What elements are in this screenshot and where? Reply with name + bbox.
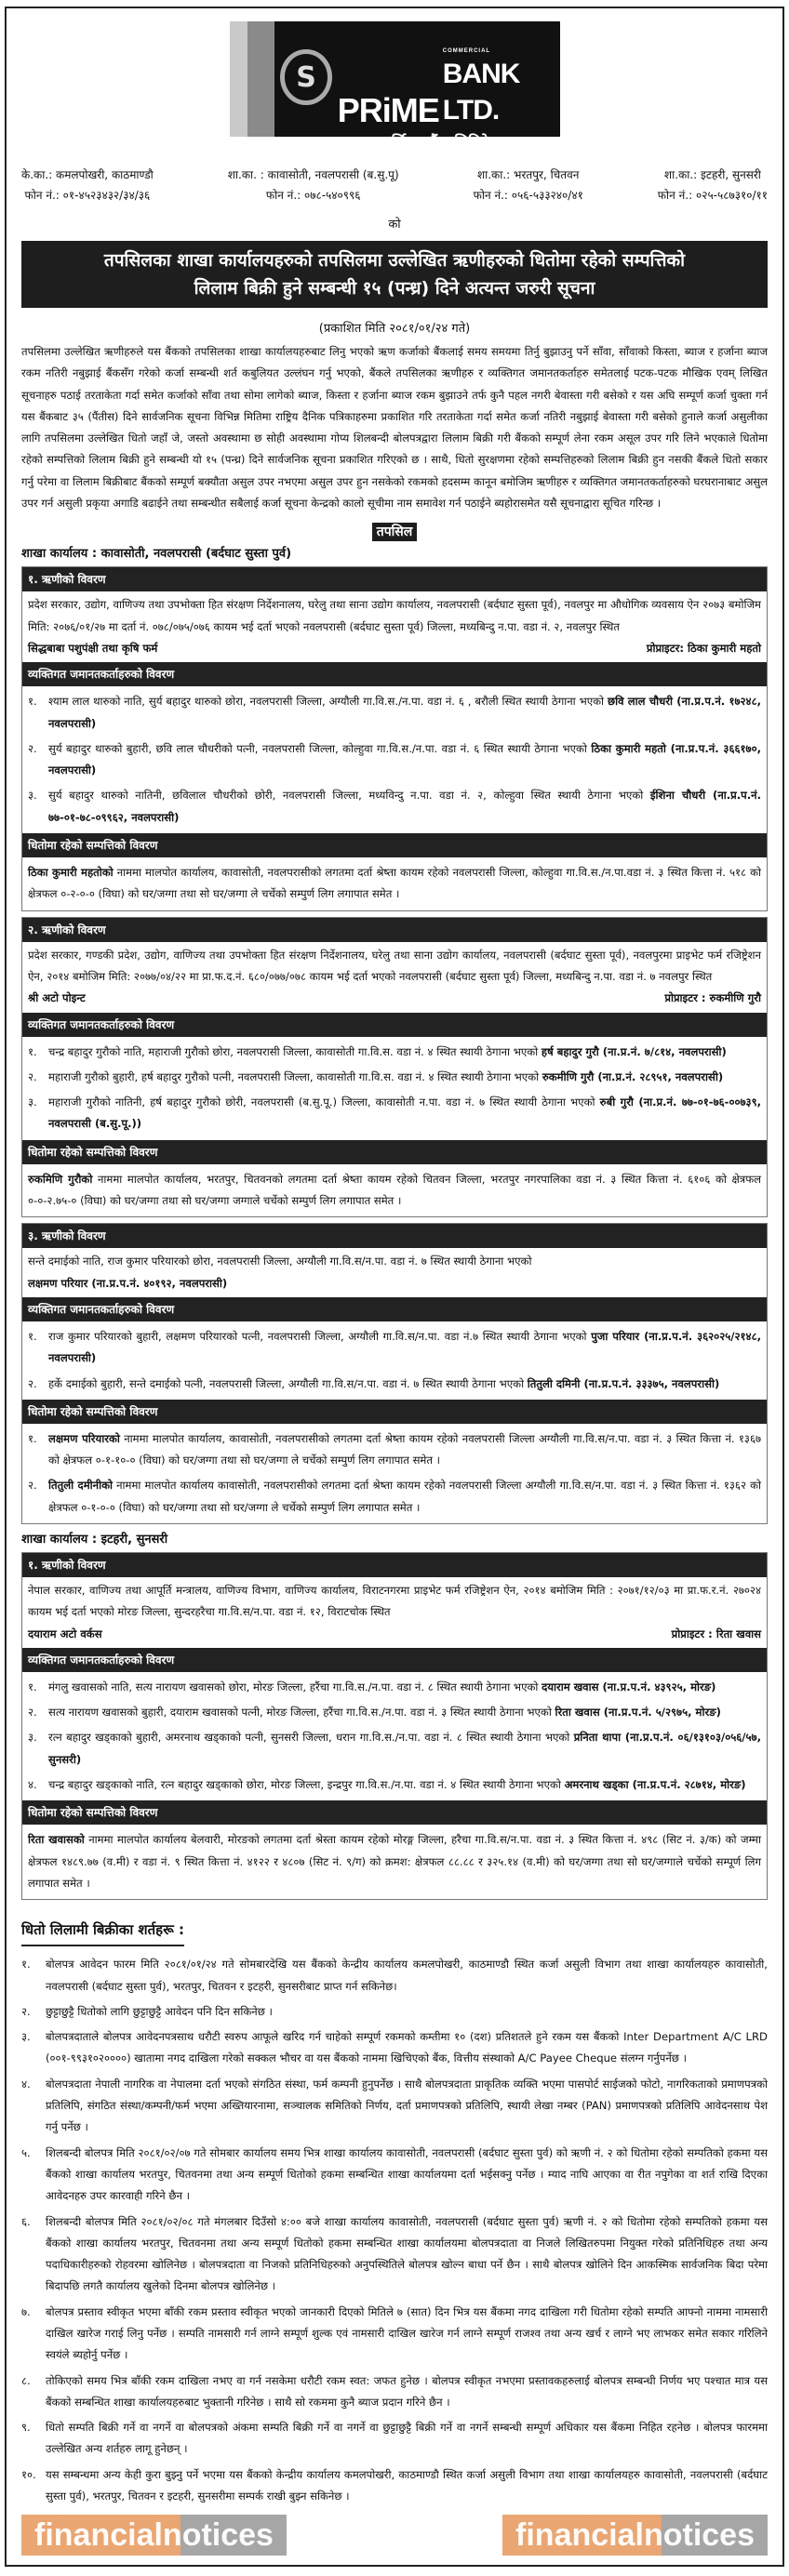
guarantor-item [28, 1090, 761, 1137]
guarantor-item [28, 1725, 761, 1773]
item-number: २. [28, 741, 37, 755]
property-description: नाममा मालपोत कार्यालय बेलवारी, मोरङको लगतमा दर्ता श्रेस्ता कायम रहेको मोरङ्ग जिल्ला, हरैचा गा.वि.स/न.पा. वडा नं. ३ स्थित कित्ता नं. ४९८ (सिट नं. ३/क) को जम्मा क्षेत्रफल १४८९.७७ (व.मी) र वडा नं. ९ स्थित कित्ता नं. ४१२२ र ४८०७ (सिट नं. ९/ग) को क्रमश: क्षेत्रफल ८८.८८ र ३२५.१४ (व.मी) को घर/जग्गा तथा सो घर/जग्गाले चर्चेको सम्पूर्ण लिग लगापात समेत । [28, 1833, 761, 1890]
guarantor-address: हर्के दमाईको बुहारी, सन्ते दमाईको पत्नी, नवलपरासी जिल्ला, अग्यौली गा.वि.स/न.पा. वडा नं. ७ स्थित स्थायी ठेगाना भएको [48, 1376, 525, 1390]
guarantor-header: व्यक्तिगत जमानतकर्ताहरुको विवरण [22, 1013, 767, 1037]
term-text: बोलपत्रदाताले बोलपत्र आवेदनपत्रसाथ धरौटी स्वरुप आफूले खरिद गर्न चाहेको सम्पूर्ण रकमको कम्तीमा १० (दश) प्रतिशतले हुने रकम यस बैंकको Inter Department A/C LRD (००१-९९३१०२००००) खातामा नगद दाखिला गरेको सक्कल भौचर वा यस बैंकको नाममा खिचिएको बैंक, वित्तीय संस्थाको A/C Payee Cheque संलग्न गर्नुपर्नेछ । [46, 2030, 768, 2065]
property-item [28, 1827, 761, 1896]
borrower-text: प्रदेश सरकार, गण्डकी प्रदेश, उद्योग, वाणिज्य तथा उपभोक्ता हित संरक्षण निर्देशनालय, घरेलु तथा साना उद्योग कार्यालय, नवलपरासी (बर्दघाट सुस्ता पूर्व), नवलपुरमा प्राइभेट फर्म रजिष्ट्रेशन ऐन, २०१४ बमोजिम मिति: २०७७/०४/२२ मा प्रा.फ.द.नं. ६८०/०७७/०७८ कायम भई दर्ता भएको नवलपरासी (बर्दघाट सुस्ता पूर्व) जिल्ला, मध्यबिन्दु न.पा. वडा नं. ७ नवलपुर स्थित [28, 948, 761, 983]
bank-emblem-icon: S [280, 49, 331, 105]
guarantor-name: छवि लाल चौधरी (ना.प्र.प.नं. १७२४८, नवलपरासी) [48, 695, 761, 730]
property-description: नाममा मालपोत कार्यालय कावासोती, नवलपरासीको लगतमा दर्ता श्रेष्ता कायम रहेको नवलपरासी जिल्ला अग्यौली गा.वि.स/न.पा. वडा नं. ३ स्थित कित्ता नं. १३६२ को क्षेत्रफल ०-१-०-० (विघा) को घर/जग्गा तथा सो घर/जग्गा ले चर्चेको सम्पुर्ण लिग लगापात समेत । [48, 1479, 761, 1514]
borrower-header: १. ऋणीको विवरण [22, 567, 767, 591]
tapsil-heading: तपसिल [372, 523, 418, 541]
item-number: २. [28, 1706, 37, 1720]
property-header: धितोमा रहेको सम्पत्तिको विवरण [22, 1800, 767, 1825]
guarantor-list [22, 1037, 767, 1140]
term-item [21, 2143, 768, 2208]
guarantor-item [28, 1773, 761, 1798]
property-text [28, 862, 761, 906]
bank-logo [230, 21, 560, 151]
logo-commercial: COMMERCIAL [442, 48, 491, 54]
term-item [21, 2211, 768, 2298]
office-phone: फोन नं.: ०५६-५३३२४०/४१ [473, 189, 583, 202]
guarantor-item [28, 1700, 761, 1725]
proprietor: प्रोप्राइटर : रुकमीणि गुरौ [664, 991, 761, 1005]
intro-paragraph: तपसिलमा उल्लेखित ऋणीहरुले यस बैंकको तपसिलका शाखा कार्यालयहरुबाट लिनु भएको ऋण कर्जाको बैंकलाई समय समयमा तिर्नु बुझाउनु पर्ने साँवा, साँवाको किस्ता, ब्याज र हर्जाना ब्याज रकम नतिरी नबुझाई बैंकसँग गरेको कर्जा सम्बन्धी शर्त कबुलियत उल्लंघन गर्नु भएको, बैंकले तपसिलका ऋणीहरु र व्यक्तिगत जमानतकर्ताहरु समेतलाई पटक-पटक मौखिक एवम् लिखित सूचनाहरु पठाई तरताकेता गर्दा समेत कर्जाको साँवा तथा सोमा लागेको ब्याज, किस्ता र हर्जाना ब्याज रकम बुझाउने तर्फ कुनै पहल नगरी बेवास्ता गरी बसेको र यस अघि सम्पूर्ण कर्जा चुक्ता गर्न यस बैंकबाट ३५ (पैंतीस) दिने सार्वजनिक सूचना विभिन्न मितिमा राष्ट्रिय दैनिक पत्रिकाहरुमा प्रकाशित गरि तरताकेता गर्दा समेत कर्जा नतिरी नबुझाई बेवास्ता गरी बसेको हुनाले कर्जा असुलीका लागि तपसिलमा उल्लेखित धितो जहाँ जे, जस्तो अवस्थामा छ सोही अवस्थामा गोप्य शिलबन्दी बोलपत्रद्वारा लिलाम बिक्री गरी बैंकको सम्पूर्ण लेना रकम असूल उपर गरि लिने भएकाले धितोमा रहेको सम्पत्तिको लिलाम बिक्री हुने सम्बन्धी यो १५ (पन्ध्र) दिने सार्वजनिक सूचना प्रकाशित गरिएको छ । साथै, धितो सुरक्षणमा रहेको सम्पत्तिहरुको लिलाम बिक्री हुन नसकी बैंकले धितो सकार गर्नु परेमा वा लिलाम बिक्रीबाट बैंकको सम्पूर्ण बक्यौता असुल उपर नभएमा असुल उपर हुन नसकेको रकमको हदसम्म कानून बमोजिम ऋणीहरु र व्यक्तिगत जमानतकर्ताहरुको घरघरानाबाट असुल उपर गर्न असुली प्रकृया अगाडि बढाईने तथा सम्बन्धीत सबैलाई कर्जा सूचना केन्द्रको कालो सूचीमा नाम समावेश गर्न पठाईने ब्यहोरासमेत यसै सूचनाद्वारा सूचित गरिन्छ । [21, 345, 768, 511]
property-item [28, 1427, 761, 1474]
property-owner: तितुली दमीनीको [48, 1479, 113, 1493]
term-text: तोकिएको समय भित्र बाँकी रकम दाखिला नभए वा गर्न नसकेमा धरौटी रकम स्वत: जफत हुनेछ । बोलपत्र स्वीकृत नभएमा प्रस्तावकहरुलाई बोलपत्र सम्बन्धी निर्णय भए पश्चात मात्र यस बैंकको सम्बन्धित शाखा कार्यालयहरुबाट भुक्तानी गरिनेछ । साथै सो रकममा कुनै ब्याज प्रदान गरिने छैन । [46, 2373, 768, 2409]
borrower-header: १. ऋणीको विवरण [22, 1553, 767, 1577]
term-item [21, 2074, 768, 2139]
property-text [28, 1829, 761, 1894]
borrower-text: नेपाल सरकार, वाणिज्य तथा आपूर्ति मन्त्रालय, वाणिज्य विभाग, वाणिज्य कार्यालय, विराटनगरमा प्राइभेट फर्म रजिष्ट्रेशन ऐन, २०१४ बमोजिम मिति : २०७१/१२/०३ मा प्रा.फ.र.नं. २७०२४ कायम भई दर्ता भएको मोरङ जिल्ला, सुन्दरहरैचा गा.वि.स/न.पा. वडा नं. १२, विराटचोक स्थित [28, 1583, 761, 1619]
item-number: २. [28, 1479, 37, 1493]
term-text: शिलबन्दी बोलपत्र मिति २०८१/०२/०७ गते सोमबार कार्यालय समय भित्र शाखा कार्यालय कावासोती, नवलपरासी (बर्दघाट सुस्ता पुर्व) को ऋणी नं. २ को धितोमा रहेको सम्पतिको हकमा यस बैंकको शाखा कार्यालय भरतपुर, चितवनमा तथा अन्य सम्पूर्ण धितोको हकमा सम्बन्धित शाखा कार्यालयमा दर्ता भईसक्नु पर्नेछ । म्याद नाघि आएका वा रीत नपुगेका वा शर्त राखि दिएका आवेदनहरु उपर कारवाही गरिने छैन । [46, 2145, 768, 2203]
guarantor-address: महाराजी गुरौको बुहारी, हर्ष बहादुर गुरौको पत्नी, नवलपरासी जिल्ला, कावासोती गा.वि.स. वडा नं. ४ स्थित स्थायी ठेगाना भएको [48, 1069, 540, 1083]
proprietor: प्रोप्राइटर : रिता खवास [671, 1627, 761, 1640]
guarantor-text [48, 1067, 723, 1088]
borrower-section [21, 566, 768, 910]
office-phone: फोन नं.: ०७८-५४०९९६ [265, 189, 361, 202]
firm-name: लक्षमण परियार (ना.प्र.प.नं. ४०१९२, नवलपरासी) [28, 1276, 228, 1290]
borrower-section [21, 1552, 768, 1900]
term-item [21, 2001, 768, 2023]
borrower-details [22, 591, 767, 662]
guarantor-name: पुजा परियार (ना.प्र.प.नं. ३६२०२५/२१४८, नवलपरासी) [48, 1329, 762, 1365]
guarantor-text [48, 1727, 761, 1771]
property-owner: रिता खवासको [28, 1833, 85, 1847]
item-number: २. [28, 1376, 37, 1390]
office-address [658, 165, 768, 206]
guarantor-name: तितुली दमिनी (ना.प्र.प.नं. ३३३७५, नवलपरासी) [527, 1376, 720, 1390]
watermark-row [21, 2515, 768, 2556]
terms-heading: धितो लिलामी बिक्रीका शर्तहरू : [21, 1920, 184, 1946]
guarantor-text [48, 738, 761, 782]
guarantor-name: रिता खवास (ना.प्र.प.नं. ५/२९७५, मोरङ) [555, 1706, 721, 1720]
guarantor-list [22, 1321, 767, 1400]
term-item [21, 2464, 768, 2508]
borrower-header: ३. ऋणीको विवरण [22, 1224, 767, 1248]
term-text: बोलपत्रदाता नेपाली नागरिक वा नेपालमा दर्ता भएको संगठित संस्था, फर्म कम्पनी हुनुपर्नेछ । साथै बोलपत्रदाता प्राकृतिक व्यक्ति भएमा पासपोर्ट साईजको फोटो, नागरिकताको प्रमाणपत्रको प्रतिलिपि, संगठित संस्था/कम्पनी/फर्म भएमा अख्तियारनामा, सञ्चालक समितिको निर्णय, दर्ता प्रमाणपत्रको प्रतिलिपि, स्थायी लेखा नम्बर (PAN) प्रमाणपत्रको प्रतिलिपि आवेदनसाथ पेश गर्नु पर्नेछ । [46, 2077, 768, 2134]
property-header: धितोमा रहेको सम्पत्तिको विवरण [22, 1140, 767, 1164]
guarantor-header: व्यक्तिगत जमानतकर्ताहरुको विवरण [22, 1648, 767, 1672]
property-list [22, 1164, 767, 1217]
guarantor-text [48, 1092, 761, 1135]
guarantor-text [48, 1326, 761, 1370]
guarantor-text [48, 1374, 719, 1395]
branch-list [21, 544, 768, 1900]
term-item [21, 2417, 768, 2461]
guarantor-item [28, 1040, 761, 1065]
ko-text: को [388, 218, 401, 232]
borrower-firm-row [28, 988, 761, 1009]
guarantor-item [28, 689, 761, 737]
guarantor-item [28, 737, 761, 784]
borrower-details [22, 1248, 767, 1297]
item-number: ४. [28, 1778, 37, 1792]
term-number: ८. [21, 2373, 31, 2387]
term-text: धितो सम्पति बिक्री गर्ने वा नगर्ने वा बोलपत्रको अंकमा सम्पति बिक्री गर्ने वा नगर्ने वा छुट्टाछुट्टै बिक्री गर्ने वा नगर्ने सम्बन्धी सम्पूर्ण अधिकार यस बैंकमा निहित रहनेछ । बोलपत्र फारममा उल्लेखित अन्य शर्तहरु लागू हुनेछन् । [46, 2421, 768, 2456]
borrower-text: सन्ते दमाईको नाति, राज कुमार परियारको छोरा, नवलपरासी जिल्ला, अग्यौली गा.वि.स/न.पा. वडा नं. ७ स्थित स्थायी ठेगाना भएको [28, 1255, 532, 1268]
guarantor-address: मंगलु खवासको नाति, सत्य नारायण खवासको छोरा, मोरङ जिल्ला, हरैंचा गा.वि.स./न.पा. वडा नं. ८ स्थित स्थायी ठेगाना भएको [48, 1680, 539, 1693]
term-item [21, 2302, 768, 2367]
guarantor-address: सत्य नारायण खवासको बुहारी, दयाराम खवासको पत्नी, मोरङ जिल्ला, हरैंचा गा.वि.स./न.पा. वडा नं. ३ स्थित स्थायी ठेगाना भएको [48, 1706, 552, 1720]
item-number: ३. [28, 1095, 37, 1109]
term-text: यस सम्बन्धमा अन्य केही कुरा बुझ्नु पर्ने भएमा यस बैंकको केन्द्रीय कार्यालय कमलपोखरी, काठमाण्डौ स्थित कर्जा असुली विभाग तथा शाखा कार्यालयहरु कावासोती, नवलपरासी (बर्दघाट सुस्ता पुर्व), भरतपुर, चितवन र इटहरी, सुनसरीमा सम्पर्क राखी बुझ्न सकिनेछ । [46, 2467, 768, 2503]
proprietor: प्रोप्राइटर: ठिका कुमारी महतो [646, 641, 761, 655]
property-item [28, 1473, 761, 1520]
guarantor-address: सुर्य बहादुर थारुको नातिनी, छविलाल चौधरीको छोरी, नवलपरासी जिल्ला, मध्यविन्दु न.पा. वडा नं. २, कोल्हुवा स्थित स्थायी ठेगाना भएको [48, 789, 644, 803]
guarantor-text [48, 785, 761, 829]
term-text: शिलबन्दी बोलपत्र मिति २०८१/०२/०८ गते मंगलबार दिउँसो ४:०० बजे शाखा कार्यालय कावासोती, नवलपरासी (बर्दघाट सुस्ता पुर्व) ऋणी नं. २ को धितोमा रहेको सम्पतिको हकमा यस बैंकको शाखा कार्यालय भरतपुर, चितवनमा तथा अन्य सम्पूर्ण धितोको हकमा सम्बन्धित शाखा कार्यालयमा बोलपत्रदाता वा निजले लिखितरुपमा नियुक्त गरेको प्रतिनिधिहरु तथा अन्य पदाधिकारीहरुको रोहवरमा खोलिनेछ । बोलपत्रदाता वा निजको प्रतिनिधिहरुको अनुपस्थितिले बोलपत्र खोल्न बाधा पर्ने छैन । साथै बोलपत्र खोलिने दिन आकस्मिक सार्वजनिक बिदा परेमा बिदापछि लगतै कार्यालय खुलेको दिनमा बोलपत्र खोलिनेछ । [46, 2214, 768, 2293]
borrower-section [21, 1223, 768, 1524]
property-list [22, 1825, 767, 1899]
term-item [21, 1954, 768, 1998]
guarantor-address: राज कुमार परियारको बुहारी, लक्षमण परियारको पत्नी, नवलपरासी जिल्ला, अग्यौली गा.वि.स/न.पा. वडा नं.७ स्थित स्थायी ठेगाना भएको [48, 1329, 587, 1343]
term-number: ६. [21, 2214, 31, 2228]
item-number: १. [28, 1680, 37, 1693]
office-name: के.का.: कमलपोखरी, काठमाण्डौ [21, 168, 154, 181]
guarantor-text [48, 691, 761, 735]
borrower-text: प्रदेश सरकार, उद्योग, वाणिज्य तथा उपभोक्ता हित संरक्षण निर्देशनालय, घरेलु तथा साना उद्योग कार्यालय, नवलपरासी (बर्दघाट सुस्ता पूर्व), नवलपुर मा औधोगिक व्यवसाय ऐन २०७३ बमोजिम मिति: २०७६/०१/२७ मा दर्ता नं. ०७८/०७५/०७६ कायम भई दर्ता भएको नवलपरासी (बर्दघाट सुस्ता पूर्व) जिल्ला, मध्यबिन्दु न.पा. वडा नं. २, नवलपुर स्थित [28, 598, 761, 633]
property-list [22, 857, 767, 910]
guarantor-name: हर्ष बहादुर गुरौ (ना.प्र.नं. ७/८१४, नवलपरासी) [541, 1044, 727, 1058]
term-number: २. [21, 2004, 31, 2018]
guarantor-item [28, 783, 761, 830]
guarantor-address: रत्न बहादुर खड्काको बुहारी, अमरनाथ खड्काको पत्नी, सुनसरी जिल्ला, धरान गा.वि.स./न.पा. वडा नं. ८ स्थित स्थायी ठेगाना भएको [48, 1731, 570, 1745]
property-owner: ठिका कुमारी महतोको [28, 866, 114, 880]
borrower-header: २. ऋणीको विवरण [22, 918, 767, 942]
office-phone: फोन नं.: ०१-४५२३४३२/३४/३६ [24, 189, 151, 202]
firm-name: श्री अटो पोइन्ट [28, 991, 86, 1005]
term-number: ४. [21, 2077, 31, 2091]
guarantor-list [22, 1672, 767, 1800]
guarantor-name: ठिका कुमारी महतो (ना.प्र.प.नं. ३६६१७०, नवलपरासी) [48, 741, 762, 777]
guarantor-name: दयाराम खवास (ना.प्र.प.नं. ४३९२५, मोरङ) [542, 1680, 716, 1693]
guarantor-item [28, 1372, 761, 1397]
borrower-section [21, 917, 768, 1218]
guarantor-name: ईशिना चौधरी (ना.प्र.प.नं. ७७-०१-७८-०९९६२, नवलपरासी) [48, 789, 761, 824]
watermark-text: financialnotices [515, 2517, 755, 2554]
property-description: नाममा मालपोत कार्यालय, भरतपुर, चितवनको लगतमा दर्ता श्रेष्ता कायम रहेको चितवन जिल्ला, भरतपुर नगरपालिका वडा नं. ३ स्थित कित्ता नं. ६१०६ को क्षेत्रफल ०-०-२.७५-० (विघा) को घर/जग्गा तथा सो घर/जग्गा जग्गाले चर्चेको सम्पुर्ण लिग लगापात समेत । [28, 1172, 762, 1208]
item-number: २. [28, 1069, 37, 1083]
office-name: शा.का.: भरतपुर, चितवन [476, 168, 580, 181]
guarantor-item [28, 1065, 761, 1090]
property-list [22, 1424, 767, 1523]
published-date: (प्रकाशित मिति २०८१/०१/२४ गते) [318, 322, 471, 336]
property-description: नाममा मालपोत कार्यालय, कावासोती, नवलपरासीको लगतमा दर्ता श्रेष्ता कायम रहेको नवलपरासी जिल्ला अग्यौली गा.वि.स/न.पा. वडा नं. ३ स्थित कित्ता नं. १३६७ को क्षेत्रफल ०-१-१०-० (विघा) को घर/जग्गा तथा सो घर/जग्गा ले चर्चेको सम्पुर्ण लिग लगापात समेत । [48, 1431, 762, 1467]
term-text: छुट्टाछुट्टै धितोको लागि छुट्टाछुट्टै आवेदन पनि दिन सकिनेछ । [46, 2004, 273, 2018]
firm-name: सिद्धबाबा पशुपंक्षी तथा कृषि फर्म [28, 641, 158, 655]
guarantor-header: व्यक्तिगत जमानतकर्ताहरुको विवरण [22, 662, 767, 686]
term-number: १. [21, 1958, 31, 1972]
guarantor-address: चन्द्र बहादुर खड्काको नाति, रत्न बहादुर खड्काको छोरा, मोरङ जिल्ला, इन्द्रपुर गा.वि.स./न.पा. वडा नं. ४ स्थित स्थायी ठेगाना भएको [48, 1778, 561, 1792]
property-header: धितोमा रहेको सम्पत्तिको विवरण [22, 1400, 767, 1424]
firm-name: दयाराम अटो वर्कस [28, 1627, 102, 1640]
watermark [502, 2515, 768, 2556]
office-address [228, 165, 399, 206]
property-owner: लक्षमण परियारको [48, 1431, 120, 1445]
branch-label: शाखा कार्यालय : इटहरी, सुनसरी [21, 1532, 168, 1547]
terms-list [21, 1954, 768, 2507]
logo-nepali: प्राइम कमर्सियल बैंक लिमिटेड [337, 133, 497, 151]
office-name: शा.का.: इटहरी, सुनसरी [663, 168, 761, 181]
guarantor-header: व्यक्तिगत जमानतकर्ताहरुको विवरण [22, 1297, 767, 1321]
borrower-firm-row [28, 638, 761, 659]
item-number: ३. [28, 1731, 37, 1745]
item-number: १. [28, 1044, 37, 1058]
guarantor-address: चन्द्र बहादुर गुरौको नाति, महाराजी गुरौको छोरा, नवलपरासी जिल्ला, कावासोती गा.वि.स. वडा नं. ४ स्थित स्थायी ठेगाना भएको [48, 1044, 539, 1058]
guarantor-item [28, 1324, 761, 1372]
office-name: शा.का. : कावासोती, नवलपरासी (ब.सु.पू) [227, 168, 399, 181]
title-line-1: तपसिलका शाखा कार्यालयहरुको तपसिलमा उल्लेखित ऋणीहरुको धितोमा रहेको सम्पत्तिको [103, 250, 686, 271]
property-text [48, 1475, 761, 1519]
guarantor-name: अमरनाथ खड्का (ना.प्र.प.नं. २८७१४, मोरङ) [564, 1778, 746, 1792]
office-addresses [21, 165, 768, 206]
term-text: बोलपत्र आवेदन फारम मिति २०८१/०१/२४ गते सोमबारदेखि यस बैंकको केन्द्रीय कार्यालय कमलपोखरी, काठमाण्डौ स्थित कर्जा असुली विभाग तथा शाखा कार्यालयहरु कावासोती, नवलपरासी (बर्दघाट सुस्ता पुर्व), भरतपुर, चितवन र इटहरी, सुनसरीबाट प्राप्त गर्न सकिनेछ। [46, 1958, 768, 1993]
office-address [474, 165, 583, 206]
office-address [21, 165, 154, 206]
guarantor-text [48, 1042, 727, 1063]
term-item [21, 2026, 768, 2070]
guarantor-text [48, 1774, 746, 1796]
guarantor-item [28, 1675, 761, 1700]
property-text [28, 1169, 761, 1213]
term-item [21, 2370, 768, 2414]
borrower-details [22, 1577, 767, 1648]
guarantor-name: प्रनिता थापा (ना.प्र.प.नं. ०६/१३१०३/०५६/५७, सुनसरी) [48, 1731, 761, 1766]
property-text [48, 1428, 761, 1472]
logo-prime: PRiME [337, 91, 439, 129]
notice-title [21, 241, 768, 308]
property-header: धितोमा रहेको सम्पत्तिको विवरण [22, 833, 767, 857]
guarantor-address: सुर्य बहादुर थारुको बुहारी, छवि लाल चौधरीको पत्नी, नवलपरासी जिल्ला, कोल्हुवा गा.वि.स./न.पा. वडा नं. ६ स्थित स्थायी ठेगाना भएको [48, 741, 587, 755]
borrower-firm-row [28, 1624, 761, 1645]
office-phone: फोन नं.: ०२५-५८७३१०/११ [657, 189, 768, 202]
property-item [28, 1167, 761, 1215]
title-line-2: लिलाम बिक्री हुने सम्बन्धी १५ (पन्ध्र) दिने अत्यन्त जरुरी सूचना [194, 278, 595, 299]
watermark-text: financialnotices [34, 2517, 274, 2554]
term-number: ९. [21, 2421, 31, 2435]
guarantor-list [22, 686, 767, 833]
guarantor-address: श्याम लाल थारुको नाति, सुर्य बहादुर थारुको छोरा, नवलपरासी जिल्ला, अग्यौली गा.वि.स./न.पा. वडा नं. ६ , बरौली स्थित स्थायी ठेगाना भएको [48, 695, 605, 709]
term-number: ३. [21, 2030, 31, 2044]
watermark [21, 2515, 287, 2556]
item-number: १. [28, 1329, 37, 1343]
borrower-details [22, 942, 767, 1013]
guarantor-name: रुकमीणि गुरौ (ना.प्र.नं. २८९५१, नवलपरासी) [542, 1069, 724, 1083]
item-number: १. [28, 695, 37, 709]
term-text: बोलपत्र प्रस्ताव स्वीकृत भएमा बाँकी रकम प्रस्ताव स्वीकृत भएको जानकारी दिएको मितिले ७ (सात) दिन भित्र यस बैंकमा नगद दाखिला गरी धितोमा रहेको सम्पति आफ्नो नाममा नामसारी दाखिल खारेज गराई लिनु पर्नेछ । सम्पति नामसारी गर्न लाग्ने सम्पूर्ण शुल्क एवं नामसारी दाखिल खारेज गर्न लाग्ने सम्पूर्ण राजश्व तथा अन्य खर्च र लाग्ने भए लाभकर समेत सकार गरिलिने स्वयंले ब्यहोर्नु पर्नेछ । [46, 2304, 768, 2362]
property-owner: रुकमिणि गुरौको [28, 1172, 93, 1186]
term-number: ५. [21, 2145, 31, 2159]
item-number: १. [28, 1431, 37, 1445]
property-description: नाममा मालपोत कार्यालय, कावासोती, नवलपरासीको लगतमा दर्ता श्रेष्ता कायम रहेको नवलपरासी जिल्ला, कोल्हुवा गा.वि.स./न.पा.वडा नं. ३ स्थित कित्ता नं. ५१८ को क्षेत्रफल ०-२-०-० (विघा) को घर/जग्गा तथा सो घर/जग्गा ले चर्चेको सम्पुर्ण लिग लगापात समेत । [28, 866, 762, 901]
item-number: ३. [28, 789, 37, 803]
notice-frame [5, 7, 784, 2567]
term-number: १०. [21, 2467, 36, 2481]
logo-bank: BANK LTD. [442, 59, 520, 126]
guarantor-text [48, 1702, 721, 1723]
property-item [28, 860, 761, 908]
borrower-firm-row [28, 1273, 761, 1295]
guarantor-name: रुबी गुरौ (ना.प्र.नं. ७७-०१-७६-००७३९, नवलपरासी (ब.सु.पू.)) [48, 1095, 762, 1131]
guarantor-text [48, 1677, 715, 1698]
branch-label: शाखा कार्यालय : कावासोती, नवलपरासी (बर्दघाट सुस्ता पुर्व) [21, 547, 292, 562]
term-number: ७. [21, 2304, 31, 2318]
guarantor-address: महाराजी गुरौको नातिनी, हर्ष बहादुर गुरौको छोरी, नवलपरासी (ब.सु.पू.) जिल्ला, कावासोती न.पा. वडा नं. ७ स्थित स्थायी ठेगाना भएको [48, 1095, 595, 1109]
